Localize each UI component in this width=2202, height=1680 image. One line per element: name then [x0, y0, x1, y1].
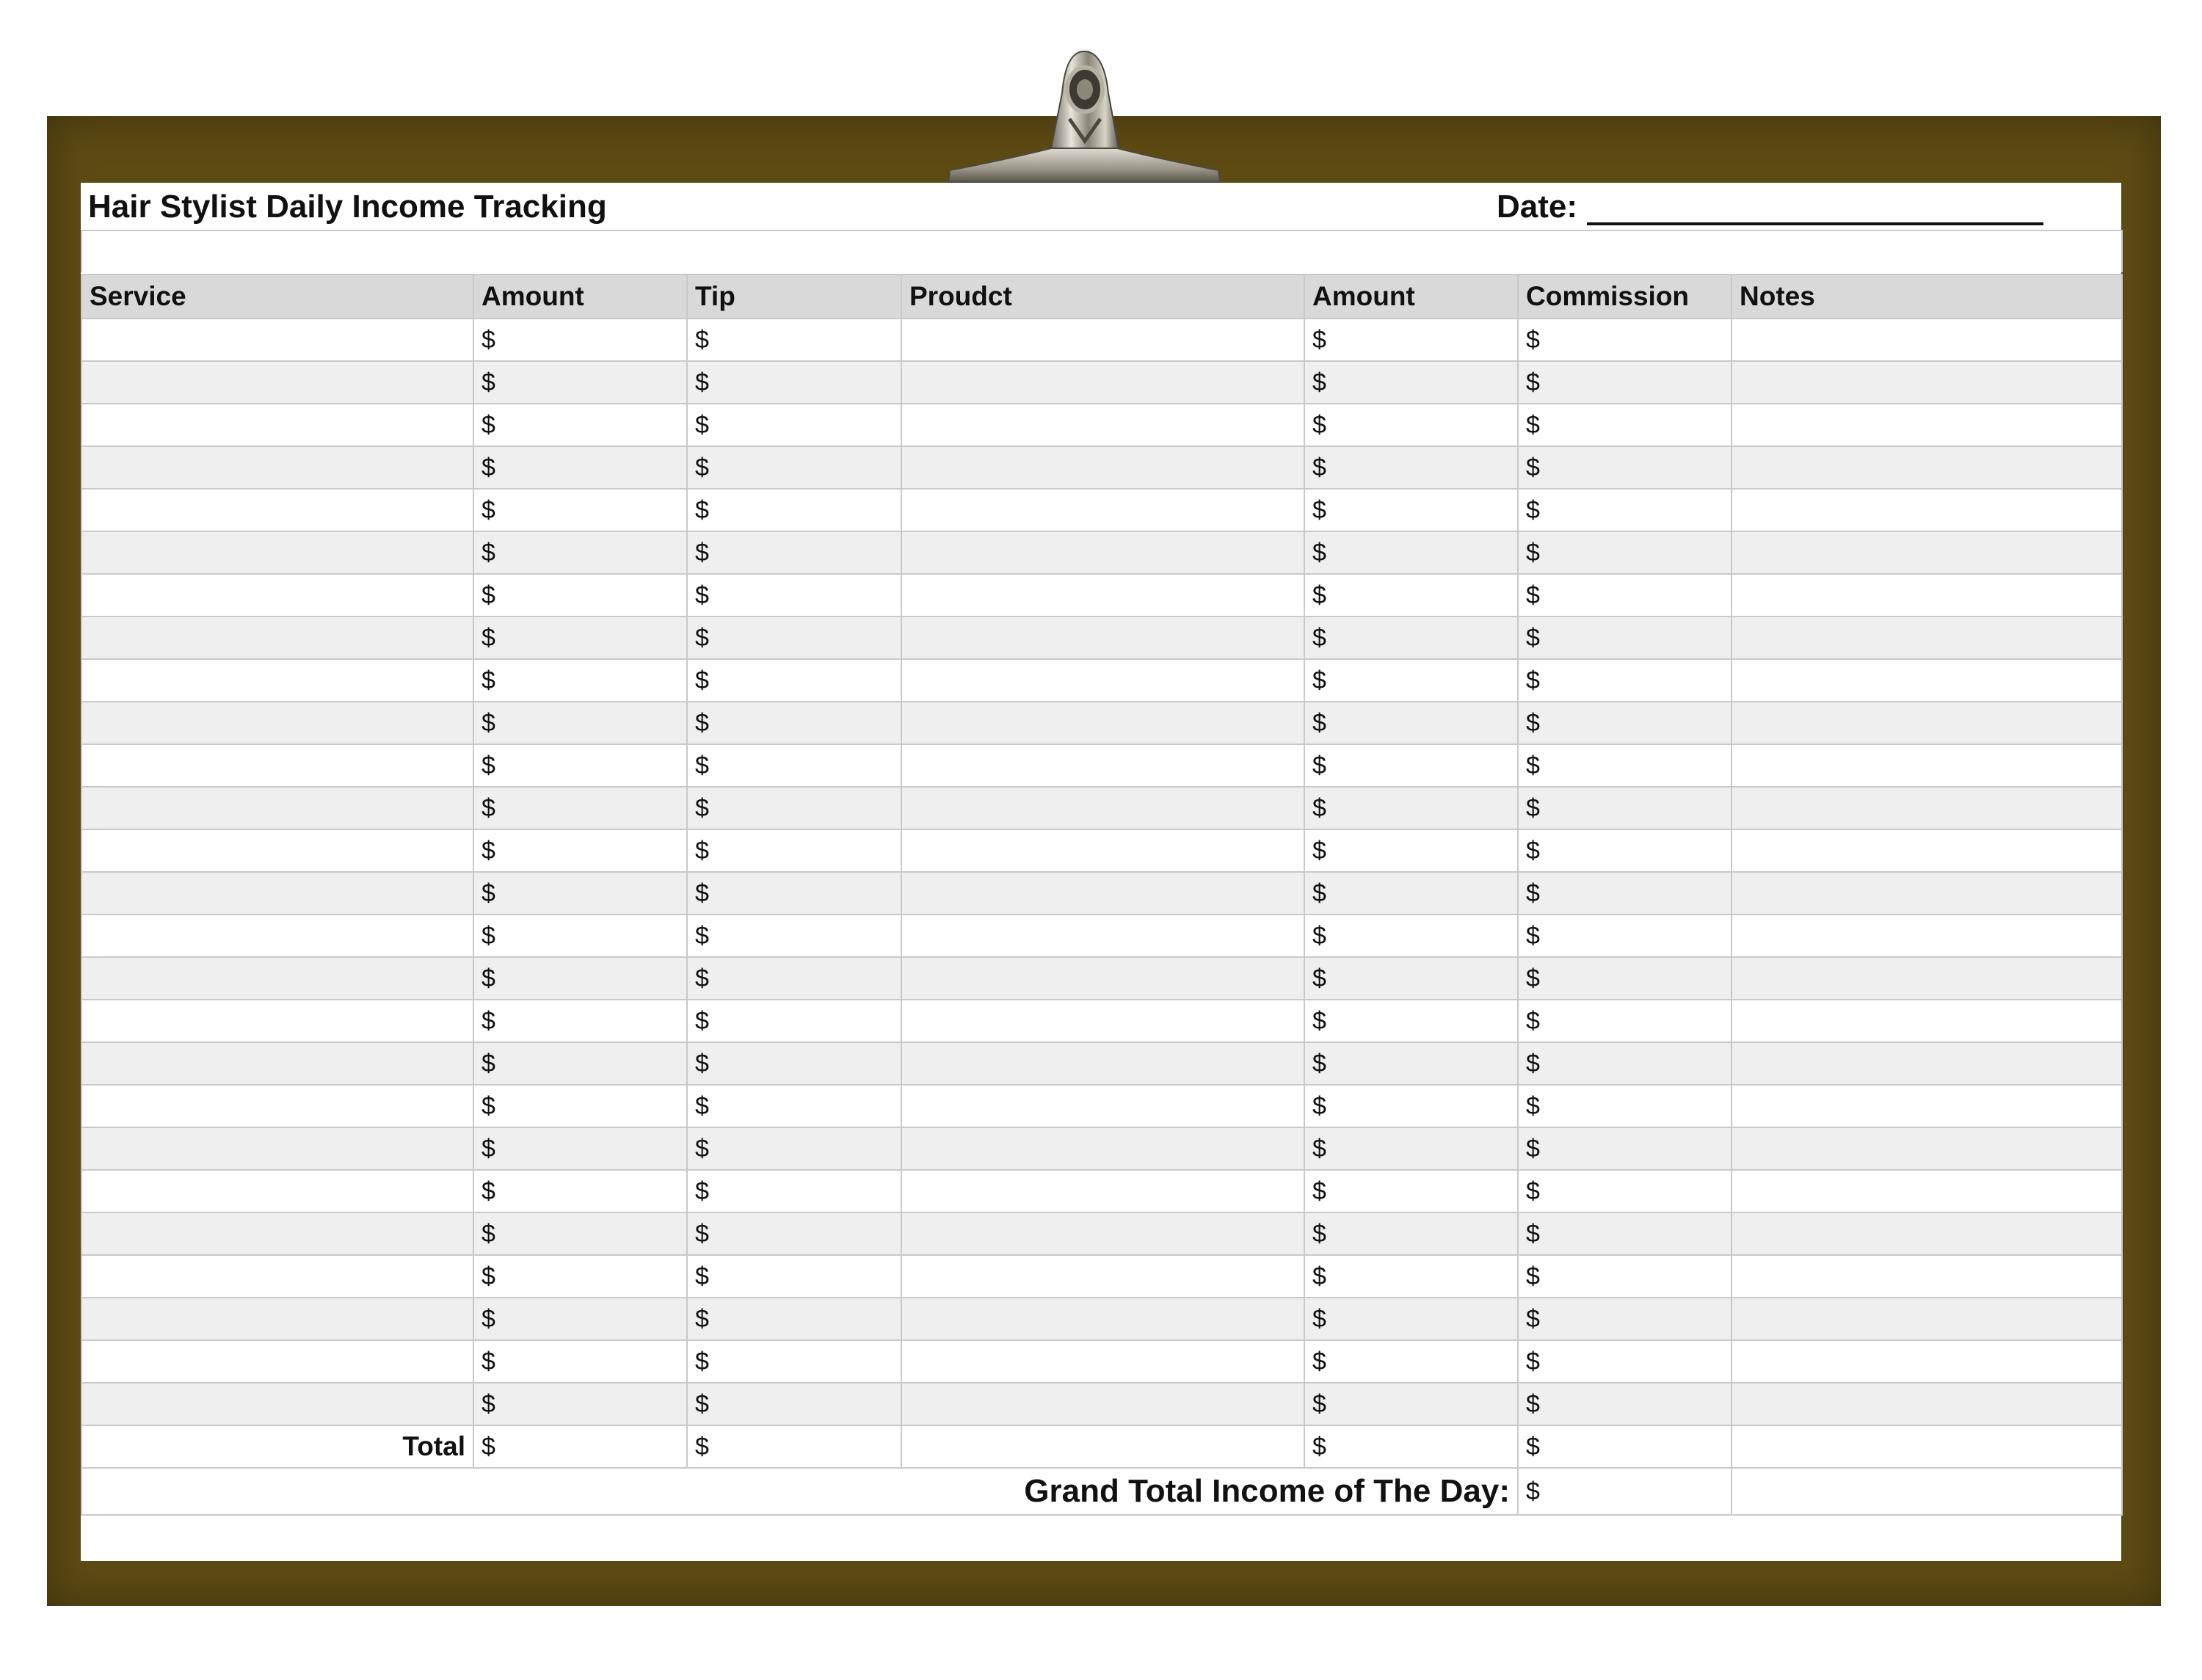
cell-product-amount[interactable]: $	[1304, 1340, 1518, 1383]
cell-commission[interactable]: $	[1518, 1000, 1732, 1042]
cell-commission[interactable]: $	[1518, 1298, 1732, 1340]
cell-commission[interactable]: $	[1518, 531, 1732, 574]
cell-amount[interactable]: $	[473, 702, 687, 744]
table-row	[81, 1042, 2122, 1085]
cell-service[interactable]	[81, 744, 473, 787]
cell-amount[interactable]: $	[473, 574, 687, 617]
cell-notes[interactable]	[1732, 361, 2122, 404]
table-row	[81, 319, 2122, 361]
header-row	[81, 274, 2122, 319]
cell-product-amount[interactable]: $	[1304, 574, 1518, 617]
cell-tip[interactable]: $	[687, 702, 901, 744]
cell-amount[interactable]: $	[473, 361, 687, 404]
cell-service[interactable]	[81, 787, 473, 829]
cell-tip[interactable]: $	[687, 489, 901, 531]
cell-service[interactable]	[81, 1340, 473, 1383]
cell-commission[interactable]: $	[1518, 1212, 1732, 1255]
cell-service[interactable]	[81, 446, 473, 489]
cell-amount[interactable]: $	[473, 404, 687, 446]
date-field[interactable]	[1587, 222, 2043, 225]
cell-product[interactable]	[901, 1383, 1304, 1425]
cell-service[interactable]	[81, 404, 473, 446]
cell-amount[interactable]: $	[473, 957, 687, 1000]
cell-product-amount[interactable]: $	[1304, 914, 1518, 957]
cell-product[interactable]	[901, 446, 1304, 489]
cell-commission[interactable]: $	[1518, 489, 1732, 531]
cell-product[interactable]	[901, 1170, 1304, 1212]
table-row	[81, 1298, 2122, 1340]
cell-product-amount[interactable]: $	[1304, 446, 1518, 489]
cell-notes[interactable]	[1732, 1085, 2122, 1127]
cell-product[interactable]	[901, 829, 1304, 872]
cell-commission[interactable]: $	[1518, 829, 1732, 872]
cell-amount[interactable]: $	[473, 446, 687, 489]
cell-commission[interactable]: $	[1518, 787, 1732, 829]
cell-notes[interactable]	[1732, 659, 2122, 702]
header-service: Service	[81, 274, 473, 319]
cell-tip[interactable]: $	[687, 404, 901, 446]
cell-tip[interactable]: $	[687, 659, 901, 702]
cell-notes[interactable]	[1732, 744, 2122, 787]
cell-product-amount[interactable]: $	[1304, 1127, 1518, 1170]
date-label: Date:	[1497, 189, 1578, 225]
cell-amount[interactable]: $	[473, 872, 687, 914]
cell-product-amount[interactable]: $	[1304, 617, 1518, 659]
table-row	[81, 489, 2122, 531]
cell-notes[interactable]	[1732, 914, 2122, 957]
cell-service[interactable]	[81, 659, 473, 702]
cell-amount[interactable]: $	[473, 1085, 687, 1127]
table-row	[81, 872, 2122, 914]
cell-notes[interactable]	[1732, 872, 2122, 914]
cell-tip[interactable]: $	[687, 744, 901, 787]
cell-service[interactable]	[81, 872, 473, 914]
cell-amount[interactable]: $	[473, 1383, 687, 1425]
cell-tip[interactable]: $	[687, 1085, 901, 1127]
cell-notes[interactable]	[1732, 1298, 2122, 1340]
cell-commission[interactable]: $	[1518, 404, 1732, 446]
cell-notes[interactable]	[1732, 531, 2122, 574]
cell-product-amount[interactable]: $	[1304, 872, 1518, 914]
cell-notes[interactable]	[1732, 1340, 2122, 1383]
table-row	[81, 1340, 2122, 1383]
cell-notes[interactable]	[1732, 1000, 2122, 1042]
table-row	[81, 617, 2122, 659]
cell-product[interactable]	[901, 659, 1304, 702]
cell-service[interactable]	[81, 914, 473, 957]
cell-tip[interactable]: $	[687, 531, 901, 574]
cell-notes[interactable]	[1732, 1383, 2122, 1425]
cell-commission[interactable]: $	[1518, 1170, 1732, 1212]
cell-amount[interactable]: $	[473, 1340, 687, 1383]
cell-amount[interactable]: $	[473, 787, 687, 829]
cell-service[interactable]	[81, 531, 473, 574]
cell-amount[interactable]: $	[473, 659, 687, 702]
total-tip[interactable]: $	[687, 1425, 901, 1468]
cell-service[interactable]	[81, 1000, 473, 1042]
cell-tip[interactable]: $	[687, 1170, 901, 1212]
cell-tip[interactable]: $	[687, 1340, 901, 1383]
cell-product[interactable]	[901, 574, 1304, 617]
cell-product[interactable]	[901, 489, 1304, 531]
cell-tip[interactable]: $	[687, 319, 901, 361]
cell-amount[interactable]: $	[473, 1298, 687, 1340]
grand-total-value[interactable]: $	[1518, 1468, 1732, 1515]
cell-product-amount[interactable]: $	[1304, 319, 1518, 361]
cell-tip[interactable]: $	[687, 617, 901, 659]
cell-notes[interactable]	[1732, 1127, 2122, 1170]
cell-product-amount[interactable]: $	[1304, 744, 1518, 787]
cell-service[interactable]	[81, 361, 473, 404]
cell-product-amount[interactable]: $	[1304, 957, 1518, 1000]
cell-commission[interactable]: $	[1518, 659, 1732, 702]
header-product: Proudct	[901, 274, 1304, 319]
cell-commission[interactable]: $	[1518, 957, 1732, 1000]
cell-notes[interactable]	[1732, 574, 2122, 617]
cell-service[interactable]	[81, 1212, 473, 1255]
header-notes: Notes	[1732, 274, 2122, 319]
cell-notes[interactable]	[1732, 829, 2122, 872]
cell-product-amount[interactable]: $	[1304, 1170, 1518, 1212]
cell-amount[interactable]: $	[473, 744, 687, 787]
cell-commission[interactable]: $	[1518, 319, 1732, 361]
cell-notes[interactable]	[1732, 702, 2122, 744]
cell-product[interactable]	[901, 787, 1304, 829]
table-row	[81, 744, 2122, 787]
cell-service[interactable]	[81, 1298, 473, 1340]
cell-tip[interactable]: $	[687, 446, 901, 489]
cell-product-amount[interactable]: $	[1304, 702, 1518, 744]
cell-product[interactable]	[901, 1212, 1304, 1255]
cell-tip[interactable]: $	[687, 829, 901, 872]
cell-product-amount[interactable]: $	[1304, 361, 1518, 404]
cell-tip[interactable]: $	[687, 1000, 901, 1042]
total-label: Total	[81, 1425, 473, 1468]
table-row	[81, 531, 2122, 574]
table-row	[81, 404, 2122, 446]
cell-product[interactable]	[901, 914, 1304, 957]
table-row	[81, 1212, 2122, 1255]
cell-amount[interactable]: $	[473, 489, 687, 531]
cell-product[interactable]	[901, 319, 1304, 361]
total-row	[81, 1425, 2122, 1468]
cell-amount[interactable]: $	[473, 319, 687, 361]
cell-commission[interactable]: $	[1518, 1085, 1732, 1127]
cell-commission[interactable]: $	[1518, 1255, 1732, 1298]
cell-service[interactable]	[81, 702, 473, 744]
table-row	[81, 914, 2122, 957]
cell-tip[interactable]: $	[687, 574, 901, 617]
cell-service[interactable]	[81, 1042, 473, 1085]
cell-product[interactable]	[901, 1298, 1304, 1340]
grand-total-row	[81, 1468, 2122, 1515]
cell-notes[interactable]	[1732, 489, 2122, 531]
cell-product-amount[interactable]: $	[1304, 1255, 1518, 1298]
table-row	[81, 1383, 2122, 1425]
spacer-row	[81, 230, 2123, 272]
table-row	[81, 829, 2122, 872]
cell-amount[interactable]: $	[473, 1212, 687, 1255]
cell-product[interactable]	[901, 957, 1304, 1000]
cell-product[interactable]	[901, 361, 1304, 404]
cell-notes[interactable]	[1732, 957, 2122, 1000]
cell-notes[interactable]	[1732, 1255, 2122, 1298]
cell-product[interactable]	[901, 1340, 1304, 1383]
cell-amount[interactable]: $	[473, 1042, 687, 1085]
table-row	[81, 702, 2122, 744]
cell-commission[interactable]: $	[1518, 574, 1732, 617]
cell-product-amount[interactable]: $	[1304, 829, 1518, 872]
cell-product[interactable]	[901, 617, 1304, 659]
total-commission[interactable]: $	[1518, 1425, 1732, 1468]
cell-amount[interactable]: $	[473, 617, 687, 659]
binder-clip-icon	[941, 38, 1227, 192]
total-product-amount[interactable]: $	[1304, 1425, 1518, 1468]
cell-service[interactable]	[81, 1085, 473, 1127]
table-row	[81, 659, 2122, 702]
cell-notes[interactable]	[1732, 319, 2122, 361]
cell-notes[interactable]	[1732, 1042, 2122, 1085]
cell-product[interactable]	[901, 702, 1304, 744]
table-row	[81, 787, 2122, 829]
header-amount: Amount	[473, 274, 687, 319]
cell-commission[interactable]: $	[1518, 914, 1732, 957]
cell-service[interactable]	[81, 1255, 473, 1298]
cell-notes[interactable]	[1732, 404, 2122, 446]
table-row	[81, 1170, 2122, 1212]
cell-commission[interactable]: $	[1518, 361, 1732, 404]
cell-notes[interactable]	[1732, 1212, 2122, 1255]
table-row	[81, 1127, 2122, 1170]
cell-commission[interactable]: $	[1518, 1340, 1732, 1383]
cell-service[interactable]	[81, 829, 473, 872]
cell-product-amount[interactable]: $	[1304, 404, 1518, 446]
table-row	[81, 1000, 2122, 1042]
grand-total-label: Grand Total Income of The Day:	[81, 1468, 1518, 1515]
cell-commission[interactable]: $	[1518, 1127, 1732, 1170]
cell-tip[interactable]: $	[687, 957, 901, 1000]
cell-product[interactable]	[901, 744, 1304, 787]
cell-product-amount[interactable]: $	[1304, 1298, 1518, 1340]
cell-service[interactable]	[81, 1127, 473, 1170]
income-table	[81, 274, 2123, 1516]
cell-service[interactable]	[81, 957, 473, 1000]
total-product[interactable]	[901, 1425, 1304, 1468]
table-row	[81, 574, 2122, 617]
cell-amount[interactable]: $	[473, 1255, 687, 1298]
cell-product-amount[interactable]: $	[1304, 787, 1518, 829]
cell-tip[interactable]: $	[687, 872, 901, 914]
cell-product-amount[interactable]: $	[1304, 659, 1518, 702]
cell-product-amount[interactable]: $	[1304, 489, 1518, 531]
cell-product[interactable]	[901, 1000, 1304, 1042]
cell-tip[interactable]: $	[687, 1298, 901, 1340]
total-amount[interactable]: $	[473, 1425, 687, 1468]
table-row	[81, 446, 2122, 489]
table-row	[81, 1085, 2122, 1127]
cell-commission[interactable]: $	[1518, 1042, 1732, 1085]
cell-commission[interactable]: $	[1518, 617, 1732, 659]
cell-commission[interactable]: $	[1518, 702, 1732, 744]
cell-commission[interactable]: $	[1518, 872, 1732, 914]
cell-amount[interactable]: $	[473, 914, 687, 957]
cell-product[interactable]	[901, 1042, 1304, 1085]
cell-amount[interactable]: $	[473, 829, 687, 872]
cell-product[interactable]	[901, 1085, 1304, 1127]
form-title: Hair Stylist Daily Income Tracking	[88, 189, 607, 225]
cell-commission[interactable]: $	[1518, 744, 1732, 787]
cell-notes[interactable]	[1732, 787, 2122, 829]
cell-service[interactable]	[81, 1170, 473, 1212]
cell-product-amount[interactable]: $	[1304, 1000, 1518, 1042]
cell-product-amount[interactable]: $	[1304, 1042, 1518, 1085]
total-notes[interactable]	[1732, 1425, 2122, 1468]
cell-notes[interactable]	[1732, 446, 2122, 489]
header-product-amount: Amount	[1304, 274, 1518, 319]
cell-tip[interactable]: $	[687, 787, 901, 829]
cell-service[interactable]	[81, 617, 473, 659]
cell-product-amount[interactable]: $	[1304, 531, 1518, 574]
table-row	[81, 361, 2122, 404]
cell-amount[interactable]: $	[473, 1170, 687, 1212]
cell-tip[interactable]: $	[687, 1255, 901, 1298]
cell-tip[interactable]: $	[687, 1212, 901, 1255]
cell-service[interactable]	[81, 1383, 473, 1425]
cell-service[interactable]	[81, 319, 473, 361]
cell-commission[interactable]: $	[1518, 446, 1732, 489]
cell-product[interactable]	[901, 531, 1304, 574]
grand-total-notes[interactable]	[1732, 1468, 2122, 1515]
cell-tip[interactable]: $	[687, 1127, 901, 1170]
cell-tip[interactable]: $	[687, 1383, 901, 1425]
cell-amount[interactable]: $	[473, 531, 687, 574]
table-row	[81, 1255, 2122, 1298]
cell-product[interactable]	[901, 1255, 1304, 1298]
cell-service[interactable]	[81, 489, 473, 531]
cell-product-amount[interactable]: $	[1304, 1085, 1518, 1127]
header-commission: Commission	[1518, 274, 1732, 319]
cell-product-amount[interactable]: $	[1304, 1212, 1518, 1255]
cell-commission[interactable]: $	[1518, 1383, 1732, 1425]
cell-tip[interactable]: $	[687, 914, 901, 957]
cell-product[interactable]	[901, 404, 1304, 446]
cell-notes[interactable]	[1732, 1170, 2122, 1212]
cell-product[interactable]	[901, 872, 1304, 914]
cell-product[interactable]	[901, 1127, 1304, 1170]
table-row	[81, 957, 2122, 1000]
cell-product-amount[interactable]: $	[1304, 1383, 1518, 1425]
cell-tip[interactable]: $	[687, 361, 901, 404]
cell-amount[interactable]: $	[473, 1127, 687, 1170]
header-tip: Tip	[687, 274, 901, 319]
cell-tip[interactable]: $	[687, 1042, 901, 1085]
cell-amount[interactable]: $	[473, 1000, 687, 1042]
cell-service[interactable]	[81, 574, 473, 617]
cell-notes[interactable]	[1732, 617, 2122, 659]
